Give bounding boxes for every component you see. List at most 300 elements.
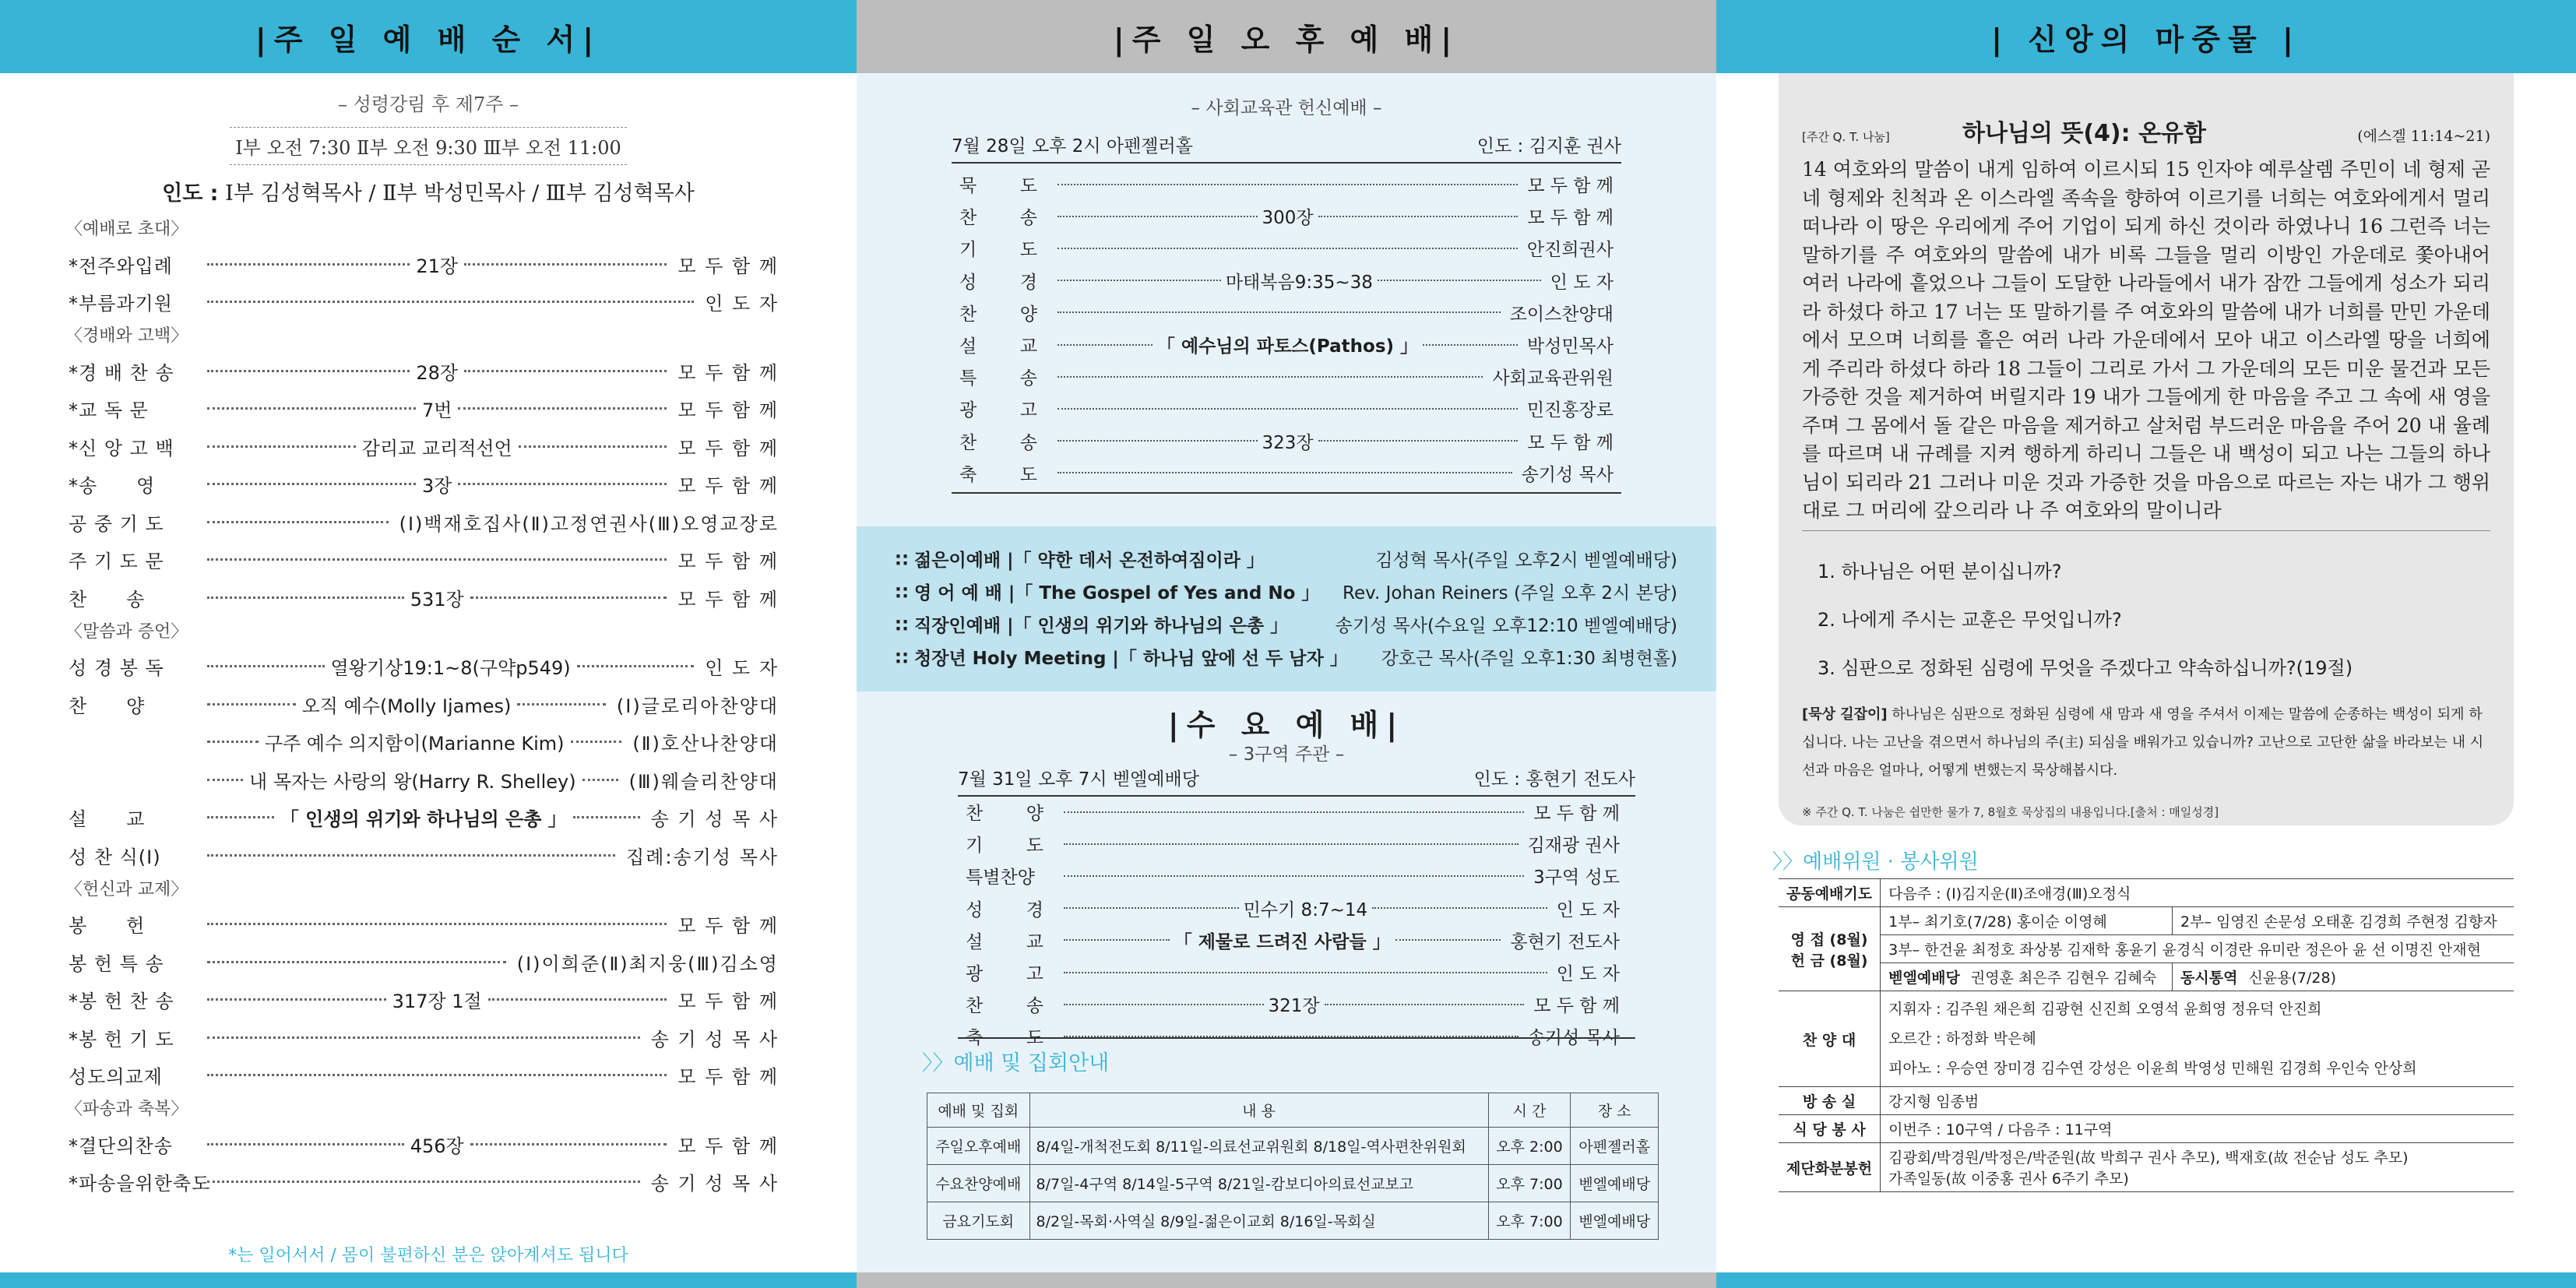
- order-row: [966, 892, 1620, 924]
- item-middle: [201, 1131, 673, 1158]
- leader-dots: [577, 665, 695, 667]
- item-label: *봉 헌 찬 송: [69, 991, 174, 1013]
- table-row: [927, 1202, 1659, 1240]
- service-detail: 김성혁 목사(주일 오후2시 벧엘예배당): [1375, 550, 1677, 571]
- afternoon-leader: 인도 : 김지훈 권사: [1476, 136, 1621, 157]
- item-label: *부름과기원: [69, 293, 173, 315]
- qt-source-note: ※ 주간 Q. T. 나눔은 쉽만한 물가 7, 8월호 묵상집의 내용입니다.[출처 : 매일성경]: [1802, 804, 2219, 819]
- divider: [952, 492, 1621, 494]
- item-middle: [201, 301, 700, 303]
- item-label: [966, 927, 1059, 953]
- bethel-key: 벧엘예배당: [1888, 970, 1960, 987]
- order-row: [966, 988, 1620, 1020]
- item-label: [959, 428, 1053, 454]
- meetings-table: [927, 1093, 1659, 1240]
- meditation-text: 하나님은 심판으로 정화된 심령에 새 맘과 새 영을 주셔서 이제는 말씀에 순종하는 백성이 되게 하십니다. 나는 고난을 겪으면서 하나님의 주(主) 되심을 배워가고 있습니까? 고난으로 고단한 삶을 바라보는 내 시선과 마음은 얼마나, 어떻게 변했는지 묵상해봅시다.: [1802, 706, 2484, 779]
- item-label: 성 찬 식(Ⅰ): [69, 846, 161, 868]
- item-label: 설 교: [69, 808, 146, 831]
- item-detail: 323장: [1262, 432, 1314, 453]
- item-middle: [201, 1181, 646, 1183]
- afternoon-date: 7월 28일 오후 2시 아펜젤러홀: [952, 136, 1193, 157]
- item-label-part: 교: [1026, 931, 1043, 952]
- item-label-part: 찬: [959, 304, 977, 325]
- service-row: [896, 542, 1677, 575]
- item-label-part: 축: [966, 1028, 984, 1049]
- leader-dots: [1057, 248, 1518, 249]
- item-label: *전주와입례: [69, 255, 173, 277]
- item-label-part: 도: [1019, 240, 1037, 261]
- order-row: [69, 245, 779, 283]
- item-label: [966, 991, 1059, 1017]
- item-label: [959, 171, 1053, 197]
- item-label-part: 광: [959, 400, 977, 421]
- leader-dots: [207, 1036, 640, 1039]
- item-label: *송 영: [69, 475, 156, 498]
- service-name: [896, 546, 1265, 572]
- item-middle: [1053, 268, 1546, 294]
- order-row: [69, 761, 779, 799]
- item-person: 민진홍장로: [1526, 400, 1614, 421]
- item-person: 모 두 함 께: [1527, 208, 1614, 229]
- leader-dots: [1057, 408, 1518, 410]
- item-middle: [201, 804, 646, 831]
- order-row: [966, 796, 1620, 828]
- wednesday-title: |수 요 예 배|: [1167, 708, 1406, 742]
- table-cell: 8/4일-개척전도회 8/11일-의료선교위원회 8/18일-역사편찬위원회: [1029, 1128, 1488, 1165]
- item-person: 모 두 함 께: [1527, 432, 1614, 453]
- leader-dots: [1064, 1004, 1264, 1005]
- item-middle: [201, 691, 612, 718]
- item-label-part: 고: [1019, 400, 1037, 421]
- item-middle: [201, 395, 673, 422]
- item-label: *결단의찬송: [69, 1135, 173, 1157]
- item-person: (Ⅰ)이희준(Ⅱ)최지웅(Ⅲ)김소영: [516, 952, 779, 975]
- item-detail: 열왕기상19:1~8(구약p549): [330, 657, 571, 680]
- order-row: [69, 428, 779, 466]
- leader-dots: [1423, 344, 1518, 346]
- item-label: [966, 896, 1059, 921]
- item-label-part: 축: [959, 464, 977, 485]
- service-detail: 강호근 목사(주일 오후1:30 최병현홀): [1381, 648, 1677, 669]
- order-row: [959, 168, 1614, 200]
- item-middle: [201, 1074, 673, 1076]
- leader-dots: [207, 263, 410, 266]
- order-row: [959, 329, 1614, 361]
- item-detail: 21장: [416, 255, 459, 277]
- service-row: [896, 575, 1677, 607]
- section-heading: 〈경배와 고백〉: [65, 326, 188, 346]
- row-key: 찬 양 대: [1779, 991, 1881, 1087]
- item-label-part: 설: [959, 336, 977, 357]
- item-person: 홍현기 전도사: [1510, 931, 1620, 952]
- item-person: 모 두 함 께: [677, 399, 779, 422]
- item-person: 모 두 함 께: [677, 1066, 779, 1089]
- item-label-part: 성: [966, 899, 984, 920]
- leader-dots: [1318, 440, 1519, 442]
- service-name: [896, 579, 1319, 604]
- leader-dots: [1064, 939, 1170, 941]
- choir-line: 오르간 : 하정화 박은혜: [1888, 1030, 2036, 1047]
- usher-key-line: 헌 금 (8월): [1790, 952, 1868, 970]
- other-services-band: [857, 526, 1716, 692]
- item-label-part: 송: [1026, 996, 1043, 1017]
- leader-dots: [582, 779, 618, 781]
- item-person: 박성민목사: [1526, 336, 1614, 357]
- table-row: [1779, 991, 2514, 1087]
- item-middle: [1053, 428, 1522, 454]
- table-cell: 오후 7:00: [1488, 1202, 1571, 1240]
- row-value: 3부– 한건윤 최정호 좌상봉 김재학 홍윤기 윤경식 이경란 유미란 정은아 윤 선 이명진 안재현: [1881, 935, 2514, 963]
- leader-dots: [207, 998, 386, 1001]
- item-person: 인 도 자: [705, 293, 779, 315]
- leader-dots: [1057, 440, 1258, 442]
- leaders-names: Ⅰ부 김성혁목사 / Ⅱ부 박성민목사 / Ⅲ부 김성혁목사: [225, 181, 695, 206]
- item-middle: [1059, 843, 1523, 845]
- leader-dots: [207, 703, 296, 706]
- usher-key-line: 영 접 (8월): [1790, 931, 1868, 948]
- leader-dots: [1064, 875, 1524, 877]
- order-row: [966, 828, 1620, 860]
- section-heading: 〈말씀과 증언〉: [65, 621, 188, 642]
- item-label-part: 광: [966, 964, 984, 985]
- choir-line: 피아노 : 우승연 장미경 김수연 강성은 이윤희 박영성 민해원 김경희 우인숙 안상희: [1888, 1060, 2417, 1077]
- item-person: 3구역 성도: [1533, 867, 1620, 889]
- item-label-part: 도: [1026, 1028, 1043, 1049]
- leader-dots: [1318, 216, 1519, 217]
- faith-panel: [1716, 0, 2576, 1288]
- table-row: [1779, 1087, 2514, 1115]
- item-middle: [201, 558, 673, 561]
- item-label-part: 찬: [966, 804, 984, 825]
- leader-dots: [571, 741, 622, 743]
- meetings-title: 〉〉예배 및 집회안내: [922, 1051, 1110, 1075]
- leader-dots: [1057, 216, 1258, 217]
- afternoon-order-list: [959, 168, 1614, 489]
- item-label-part: 묵: [959, 176, 977, 197]
- order-row: [959, 361, 1614, 392]
- item-label: [966, 863, 1059, 889]
- table-cell: 주일오후예배: [927, 1128, 1030, 1165]
- row-key: 방 송 실: [1779, 1087, 1881, 1115]
- item-detail: 531장: [410, 588, 464, 611]
- leader-dots: [207, 665, 325, 667]
- item-person: 인 도 자: [705, 657, 779, 680]
- item-middle: [201, 961, 512, 963]
- item-person: 안진희권사: [1526, 240, 1614, 261]
- footer-bar: [0, 1272, 857, 1288]
- item-detail: 구주 예수 의지함이(Marianne Kim): [264, 733, 565, 755]
- leader-dots: [464, 263, 667, 266]
- item-label-part: 설: [966, 931, 984, 952]
- footer-bar: [1716, 1272, 2576, 1288]
- item-person: 사회교육관위원: [1492, 368, 1614, 389]
- table-row: [927, 1165, 1659, 1202]
- panel-title: | 신앙의 마중물 |: [1716, 0, 2576, 73]
- item-detail: 317장 1절: [392, 991, 482, 1013]
- service-detail: Rev. Johan Reiners (주일 오후 2시 본당): [1343, 582, 1677, 604]
- item-person: 모 두 함 께: [677, 551, 779, 573]
- leader-dots: [1064, 843, 1519, 845]
- leader-dots: [207, 445, 356, 448]
- item-middle: [201, 923, 673, 925]
- order-row: [69, 943, 779, 981]
- item-detail: 마태복음9:35~38: [1225, 272, 1373, 293]
- meditation-guide: [1802, 701, 2490, 785]
- item-detail: 내 목자는 사랑의 왕(Harry R. Shelley): [249, 770, 576, 793]
- question-item: 2. 나에게 주시는 교훈은 무엇입니까?: [1818, 608, 2122, 631]
- afternoon-panel: [857, 0, 1716, 1288]
- item-detail: 7번: [421, 399, 452, 422]
- leader-dots: [1057, 280, 1221, 281]
- leader-dots: [1378, 280, 1541, 281]
- item-person: (Ⅱ)호산나찬양대: [632, 733, 779, 755]
- item-detail: 「 제물로 드려진 사람들 」: [1174, 931, 1391, 952]
- order-row: [69, 906, 779, 944]
- section-heading: 〈예배로 초대〉: [65, 220, 188, 239]
- item-detail: 「 인생의 위기와 하나님의 은총 」: [280, 808, 567, 831]
- item-person: 모 두 함 께: [1533, 996, 1620, 1017]
- table-cell: 오후 7:00: [1488, 1165, 1571, 1202]
- order-row: [69, 390, 779, 428]
- item-label-part: 양: [1019, 304, 1037, 325]
- item-label: [959, 364, 1053, 389]
- leader-dots: [1064, 811, 1524, 813]
- order-list: [65, 214, 779, 1201]
- afternoon-info: [952, 132, 1621, 164]
- order-row: [69, 799, 779, 837]
- item-label-part: 교: [1019, 336, 1037, 357]
- order-row: [966, 956, 1620, 988]
- item-label-part: 송: [1019, 368, 1037, 389]
- leader-dots: [207, 558, 667, 561]
- item-label: *경 배 찬 송: [69, 361, 174, 384]
- leaders-line: [0, 176, 857, 206]
- item-label-part: 성: [959, 272, 977, 293]
- leader-dots: [458, 407, 667, 410]
- leader-dots: [207, 521, 389, 523]
- item-label-part: 찬: [966, 996, 984, 1017]
- row-value: 이번주 : 10구역 / 다음주 : 11구역: [1881, 1115, 2514, 1143]
- item-middle: [201, 766, 625, 794]
- leader-dots: [1057, 376, 1483, 378]
- item-label: 찬 송: [69, 588, 146, 611]
- question-item: 1. 하나님은 어떤 분이십니까?: [1818, 560, 2062, 582]
- leader-dots: [207, 301, 694, 303]
- table-cell: 아펜젤러홀: [1571, 1128, 1659, 1165]
- service-name: [896, 611, 1288, 637]
- item-label-part: 찬: [959, 208, 977, 229]
- leader-dots: [517, 703, 606, 706]
- item-middle: [201, 854, 621, 857]
- item-label: 주 기 도 문: [69, 551, 164, 573]
- table-cell: 8/7일-4구역 8/14일-5구역 8/21일-캄보디아의료선교보고: [1029, 1165, 1488, 1202]
- item-label: *파송을위한축도: [69, 1173, 211, 1195]
- leader-dots: [207, 816, 274, 818]
- qt-tag: [주간 Q. T. 나눔]: [1802, 130, 1890, 144]
- service-name: [896, 644, 1348, 670]
- item-label: [959, 235, 1053, 261]
- standing-note: *는 일어서서 / 몸이 불편하신 분은 앉아계셔도 됩니다: [228, 1246, 628, 1265]
- item-person: (Ⅰ)백재호집사(Ⅱ)고정연권사(Ⅲ)오영교장로: [399, 512, 779, 535]
- table-row: [1779, 907, 2514, 935]
- item-detail: 민수기 8:7~14: [1243, 899, 1368, 920]
- order-row: [69, 1163, 779, 1202]
- row-key: 공동예배기도: [1779, 879, 1881, 907]
- item-middle: [201, 1036, 646, 1039]
- leader-dots: [1057, 344, 1153, 346]
- service-title: ∷ 젊은이예배 |「 약한 데서 온전하여짐이라 」: [896, 550, 1265, 571]
- qt-title: 하나님의 뜻(4): 온유함: [1962, 120, 2207, 147]
- leader-dots: [207, 1074, 667, 1076]
- leader-dots: [1064, 972, 1547, 973]
- interpret-value: 신윤용(7/28): [2248, 970, 2337, 987]
- item-label: 성도의교제: [69, 1066, 163, 1089]
- table-cell: 벧엘예배당: [1571, 1165, 1659, 1202]
- item-person: 송 기 성 목 사: [650, 808, 779, 831]
- item-person: 모 두 함 께: [1533, 804, 1620, 825]
- order-row: [959, 297, 1614, 329]
- qt-reference: (에스겔 11:14~21): [2357, 128, 2490, 145]
- item-detail: 3장: [421, 475, 452, 498]
- item-person: 모 두 함 께: [677, 991, 779, 1013]
- qt-questions: [1802, 556, 2490, 701]
- item-person: (Ⅰ)글로리아찬양대: [616, 695, 779, 717]
- order-row: [69, 648, 779, 686]
- order-row: [69, 466, 779, 504]
- leader-dots: [1064, 907, 1239, 909]
- item-label: *봉 헌 기 도: [69, 1028, 174, 1050]
- item-person: (Ⅲ)웨슬리찬양대: [628, 770, 779, 793]
- item-detail: 456장: [410, 1135, 464, 1157]
- item-label-part: 특별찬양: [966, 867, 1035, 889]
- item-middle: [1059, 991, 1529, 1017]
- service-row: [896, 640, 1677, 673]
- item-label: 봉 헌 특 송: [69, 952, 164, 975]
- item-detail: 오직 예수(Molly Ijames): [301, 695, 512, 717]
- item-middle: [1053, 472, 1517, 473]
- item-person: 인 도 자: [1550, 272, 1614, 293]
- interpret-key: 동시통역: [2180, 970, 2238, 987]
- item-label-part: 송: [1019, 208, 1037, 229]
- item-middle: [1059, 896, 1552, 921]
- item-person: 송기성 목사: [1527, 1028, 1620, 1049]
- item-label: 찬 양: [69, 695, 146, 717]
- choir-line: 지휘자 : 김주원 채은희 김광현 신진희 오영석 윤희영 정유덕 안진희: [1888, 1001, 2322, 1018]
- divider: [958, 1037, 1635, 1039]
- order-row: [959, 232, 1614, 264]
- item-label-part: 양: [1026, 804, 1043, 825]
- item-label: [959, 268, 1053, 294]
- column-header: 내 용: [1029, 1093, 1488, 1128]
- order-row: [69, 685, 779, 723]
- item-detail: 「 예수님의 파토스(Pathos) 」: [1156, 336, 1419, 357]
- table-row: [1779, 1143, 2514, 1192]
- item-middle: [1059, 927, 1505, 953]
- leader-dots: [1372, 907, 1547, 909]
- item-middle: [1059, 811, 1529, 813]
- order-row: [959, 425, 1614, 457]
- item-middle: [201, 433, 673, 460]
- item-middle: [201, 521, 395, 523]
- leader-dots: [458, 483, 667, 485]
- row-value: 1부– 최기호(7/28) 홍이순 이영혜: [1881, 907, 2173, 935]
- service-detail: 송기성 목사(수요일 오후12:10 벧엘예배당): [1335, 615, 1677, 636]
- leader-dots: [207, 741, 259, 743]
- row-key: 식 당 봉 사: [1779, 1115, 1881, 1143]
- volunteers-title: 〉〉예배위원 · 봉사위원: [1772, 850, 1979, 874]
- item-person: 모 두 함 께: [1527, 176, 1614, 197]
- item-middle: [201, 584, 673, 611]
- item-person: 모 두 함 께: [677, 437, 779, 459]
- order-row: [69, 1125, 779, 1163]
- item-person: 송 기 성 목 사: [650, 1173, 779, 1195]
- item-label: [966, 959, 1059, 985]
- item-label-part: 도: [1019, 464, 1037, 485]
- item-label-part: 특: [959, 368, 977, 389]
- leader-dots: [470, 1143, 667, 1145]
- order-row: [959, 200, 1614, 232]
- column-header: 예배 및 집회: [927, 1093, 1030, 1128]
- order-row: [69, 836, 779, 875]
- item-label: 봉 헌: [69, 915, 146, 938]
- section-heading: 〈파송과 축복〉: [65, 1100, 188, 1119]
- item-middle: [201, 251, 673, 278]
- order-row: [69, 1057, 779, 1095]
- item-middle: [1059, 972, 1552, 973]
- item-label-part: 도: [1019, 176, 1037, 197]
- item-middle: [201, 653, 700, 680]
- item-person: 송기성 목사: [1521, 464, 1614, 485]
- leader-dots: [207, 1143, 404, 1145]
- table-cell: 벧엘예배당: [1571, 1202, 1659, 1240]
- item-label: *신 앙 고 백: [69, 437, 174, 459]
- item-middle: [201, 986, 673, 1013]
- item-person: 김재광 권사: [1527, 836, 1620, 857]
- item-label: [959, 300, 1053, 326]
- row-value: [2173, 963, 2514, 991]
- item-middle: [1053, 408, 1522, 410]
- item-label: 공 중 기 도: [69, 512, 164, 535]
- order-row: [959, 265, 1614, 297]
- row-value: 2부– 임영진 손문성 오태훈 김경희 주현정 김향자: [2173, 907, 2514, 935]
- leader-dots: [207, 596, 404, 599]
- item-label-part: 경: [1026, 899, 1043, 920]
- order-row: [69, 541, 779, 579]
- item-middle: [1053, 184, 1522, 185]
- meditation-label: [묵상 길잡이]: [1802, 706, 1888, 723]
- leader-dots: [1057, 184, 1518, 185]
- item-middle: [1053, 248, 1522, 249]
- item-detail: 감리교 교리적선언: [361, 437, 512, 459]
- leader-dots: [207, 961, 506, 963]
- leader-dots: [207, 483, 416, 485]
- bethel-cell: [1888, 966, 2164, 987]
- item-person: 인 도 자: [1556, 899, 1620, 920]
- order-row: [69, 723, 779, 762]
- wednesday-order-list: [966, 796, 1620, 1053]
- service-title: ∷ 직장인예배 |「 인생의 위기와 하나님의 은총 」: [896, 615, 1289, 636]
- leader-dots: [1057, 311, 1501, 313]
- item-person: 모 두 함 께: [677, 588, 779, 611]
- table-cell: 금요기도회: [927, 1202, 1030, 1240]
- row-value: 강지형 임종범: [1881, 1087, 2514, 1115]
- item-label-part: 도: [1026, 836, 1043, 857]
- row-value: 다음주 : (Ⅰ)김지운(Ⅱ)조애경(Ⅲ)오정식: [1881, 879, 2514, 907]
- order-row: [966, 860, 1620, 892]
- item-middle: [1053, 203, 1522, 229]
- item-middle: [1053, 311, 1505, 313]
- item-person: 모 두 함 께: [677, 255, 779, 277]
